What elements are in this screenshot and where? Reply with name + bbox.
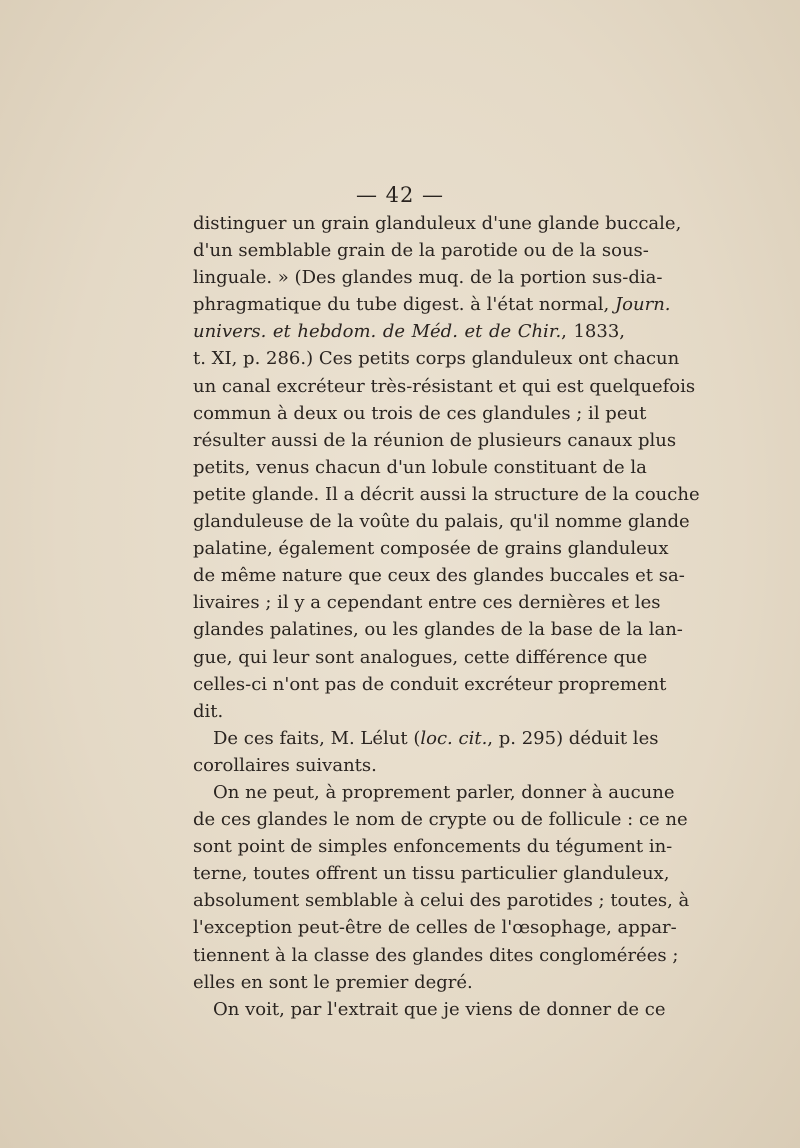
text-line [193, 671, 667, 698]
text-line-text: glanduleuse de la voûte du palais, qu'il nomme glande [193, 511, 690, 533]
text-line [193, 373, 696, 400]
text-line [193, 535, 669, 562]
text-line-text: De ces faits, M. Lélut ( [213, 727, 421, 749]
text-line [193, 508, 690, 535]
text-line-text: sont point de simples enfoncements du tégument in- [193, 836, 673, 858]
text-line-text: commun à deux ou trois de ces glandules ; il peut [193, 402, 647, 424]
text-line-text: palatine, également composée de grains glanduleux [193, 538, 669, 560]
text-line-after: , p. 295) déduit les [487, 727, 659, 749]
text-line [193, 454, 647, 481]
text-line-italic: loc. cit. [420, 727, 488, 749]
text-line-text: distinguer un grain glanduleux d'une glande buccale, [193, 213, 682, 234]
text-line [193, 318, 625, 345]
text-line [193, 400, 647, 427]
text-line-text: petits, venus chacun d'un lobule constituant de la [193, 456, 647, 478]
text-line [193, 264, 663, 291]
text-line-text: d'un semblable grain de la parotide ou de la sous- [193, 240, 649, 262]
text-line-italic: univers. et hebdom. de Méd. et de Chir. [193, 321, 562, 343]
text-line [193, 779, 675, 806]
text-line [193, 616, 683, 643]
text-line-text: elles en sont le premier degré. [193, 971, 473, 993]
text-line-text: corollaires suivants. [193, 754, 377, 776]
text-line [193, 725, 659, 752]
text-line-text: absolument semblable à celui des parotides ; toutes, à [193, 890, 690, 912]
text-line [193, 860, 670, 887]
text-line-text: glandes palatines, ou les glandes de la base de la lan- [193, 619, 683, 641]
text-line-text: tiennent à la classe des glandes dites conglomérées ; [193, 944, 679, 966]
text-line-text: phragmatique du tube digest. à l'état normal, [193, 294, 615, 316]
body-text [193, 210, 700, 1023]
text-line-text: dit. [193, 700, 224, 722]
text-line [193, 481, 700, 508]
text-line-text: livaires ; il y a cependant entre ces dernières et les [193, 592, 661, 614]
text-line-text: celles-ci n'ont pas de conduit excréteur proprement [193, 673, 667, 695]
text-line-text: résulter aussi de la réunion de plusieurs canaux plus [193, 429, 677, 451]
text-line-text: l'exception peut-être de celles de l'œsophage, appar- [193, 917, 677, 939]
text-line-text: gue, qui leur sont analogues, cette différence que [193, 646, 648, 668]
text-line-after: , 1833, [561, 321, 625, 343]
text-line [193, 887, 690, 914]
text-line-text: t. XI, p. 286.) Ces petits corps glanduleux ont chacun [193, 348, 680, 370]
text-line-text: petite glande. Il a décrit aussi la structure de la couche [193, 483, 700, 505]
text-line [193, 589, 661, 616]
text-line-text: On ne peut, à proprement parler, donner à aucune [213, 781, 675, 803]
text-line-text: terne, toutes offrent un tissu particulier glanduleux, [193, 863, 670, 885]
text-line [193, 942, 679, 969]
text-line [193, 644, 648, 671]
text-line [193, 806, 688, 833]
text-line-text: On voit, par l'extrait que je viens de donner de ce [213, 998, 666, 1020]
text-line-italic: Journ. [614, 294, 671, 316]
text-line [193, 996, 666, 1023]
text-line [193, 427, 677, 454]
text-line [193, 237, 649, 264]
text-line [193, 291, 671, 318]
text-line [193, 210, 682, 237]
text-line-text: linguale. » (Des glandes muq. de la portion sus-dia- [193, 267, 663, 289]
text-line [193, 833, 673, 860]
text-line-text: de même nature que ceux des glandes buccales et sa- [193, 565, 685, 587]
text-line [193, 698, 625, 725]
text-line [193, 345, 680, 372]
text-line [193, 969, 625, 996]
page-number: — 42 — [355, 183, 445, 207]
text-line [193, 752, 625, 779]
text-line [193, 562, 685, 589]
text-line-text: de ces glandes le nom de crypte ou de follicule : ce ne [193, 809, 688, 831]
text-line [193, 914, 677, 941]
text-line-text: un canal excréteur très-résistant et qui est quelquefois [193, 375, 696, 397]
